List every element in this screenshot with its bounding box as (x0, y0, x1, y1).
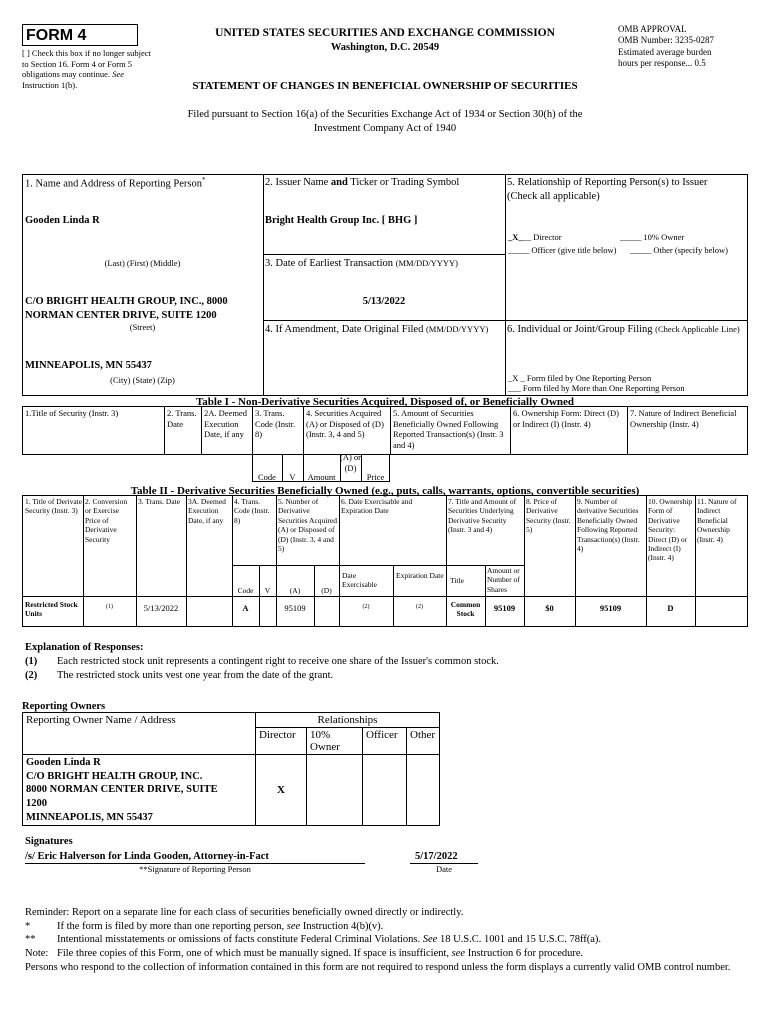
t2-col9: 9. Number of derivative Securities Beneficially Owned Following Reported Transaction(s) (Instr. 4) (577, 497, 640, 553)
divider (22, 596, 748, 597)
check-box-text: [ ] Check this box if no longer subject to Section 16. Form 4 or Form 5 obligations may continue. (22, 48, 151, 80)
t2-row-expiration: (2) (416, 604, 423, 610)
t2-col6: 6. Date Exercisable and Expiration Date (341, 497, 413, 516)
divider (263, 320, 748, 321)
t2-col7: 7. Title and Amount of Securities Underlying Derivative Security (Instr. 3 and 4) (448, 497, 517, 535)
box5-director: _X___ Director (508, 232, 562, 242)
t1-sub-aord: (A) or (D) (340, 452, 362, 473)
divider (252, 406, 253, 455)
t2-col1: 1. Title of Derivate Security (Instr. 3) (25, 497, 83, 516)
t1-col1: 1.Title of Security (Instr. 3) (25, 408, 119, 418)
divider (263, 254, 505, 255)
divider (164, 406, 165, 455)
divider (259, 565, 260, 627)
owners-col-other: Other (407, 728, 440, 755)
signer-caption: **Signature of Reporting Person (139, 864, 251, 874)
t1-col3: 3. Trans. Code (Instr. 8) (255, 408, 296, 440)
t2-row-title: Restricted Stock Units (25, 600, 78, 619)
divider (263, 174, 264, 396)
t1-sub-price: Price (366, 472, 385, 482)
owner-other-cell (407, 755, 440, 826)
box1-star: * (202, 176, 206, 184)
signatures-title: Signatures (25, 836, 73, 847)
check-box-see: See (112, 69, 124, 80)
t2-row-conversion: (1) (106, 604, 113, 610)
divider (510, 406, 511, 455)
t2-row-owned: 95109 (599, 603, 622, 613)
divider (201, 406, 202, 455)
box5-other: _____ Other (specify below) (630, 245, 728, 255)
divider (303, 406, 304, 455)
t2-sub-code: Code (237, 586, 254, 595)
t2-sub-exercisable: Date Exercisable (342, 571, 377, 590)
t2-col4: 4. Trans. Code (Instr. 8) (234, 497, 270, 525)
t2-col3: 3. Trans. Date (138, 497, 181, 506)
t1-col4: 4. Securities Acquired (A) or Disposed of (D) (Instr. 3, 4 and 5) (306, 408, 384, 440)
t2-row-form: D (667, 603, 674, 613)
t2-col10: 10. Ownership Form of Derivative Security: Direct (D) or Indirect (I) (Instr. 4) (648, 497, 693, 563)
divider (393, 565, 394, 627)
t2-col8: 8. Price of Derivative Security (Instr. 5) (526, 497, 571, 535)
box6-option1: _X _ Form filed by One Reporting Person (508, 373, 652, 383)
reporting-person-city: MINNEAPOLIS, MN 55437 (25, 360, 152, 371)
omb-approval: OMB APPROVAL (618, 24, 687, 34)
t1-col6: 6. Ownership Form: Direct (D) or Indirect (I) (Instr. 4) (513, 408, 619, 429)
box5-label: 5. Relationship of Reporting Person(s) to Issuer (Check all applicable) (507, 177, 708, 202)
box3-label: 3. Date of Earliest Transaction (MM/DD/YYYY) (265, 258, 458, 269)
table1-title: Table I - Non-Derivative Securities Acquired, Disposed of, or Beneficially Owned (195, 396, 575, 408)
reminder (25, 906, 750, 974)
reminder-line5: Persons who respond to the collection of information contained in this form are not required to respond unless the form displays a currently valid OMB control number. (25, 961, 731, 973)
divider (232, 565, 524, 566)
explanation-text-1: Each restricted stock unit represents a contingent right to receive one share of the Issuer's common stock. (57, 656, 499, 667)
owners-col-name: Reporting Owner Name / Address (23, 713, 256, 755)
t1-col5: 5. Amount of Securities Beneficially Owned Following Reported Transaction(s) (Instr. 3 and 4) (393, 408, 504, 450)
t2-row-code: A (242, 603, 249, 613)
box6-label: 6. Individual or Joint/Group Filing (Check Applicable Line) (507, 324, 740, 335)
t2-sub-v: V (264, 586, 271, 595)
city-caption: (City) (State) (Zip) (110, 375, 175, 385)
owners-col-director: Director (256, 728, 307, 755)
director-check: _X_ (508, 232, 523, 242)
explanation-num-1: (1) (25, 656, 38, 667)
omb-hours: hours per response... 0.5 (618, 57, 706, 68)
reminder-line1: Reminder: Report on a separate line for each class of securities beneficially owned directly or indirectly. (25, 907, 464, 918)
divider (314, 565, 315, 627)
form-title: FORM 4 (22, 24, 138, 46)
omb-number: OMB Number: 3235-0287 (618, 35, 714, 46)
t1-col2a: 2A. Deemed Execution Date, if any (204, 408, 247, 440)
owners-col-relationships: Relationships (256, 713, 440, 728)
reminder-line4: Note: File three copies of this Form, one of which must be manually signed. If space is insufficient, see Instruction 6 for procedure. (25, 947, 584, 959)
divider (695, 495, 696, 627)
signature-date: 5/17/2022 (415, 851, 458, 862)
t2-col2: 2. Conversion or Exercise Price of Derivative Security (85, 497, 128, 544)
statement-title: STATEMENT OF CHANGES IN BENEFICIAL OWNERSHIP OF SECURITIES (192, 80, 578, 92)
omb-burden: Estimated average burden (618, 46, 712, 57)
t1-sub-amount: Amount (307, 472, 336, 482)
box6-option2: ___ Form filed by More than One Reporting Person (508, 383, 685, 393)
reporting-person-street: C/O BRIGHT HEALTH GROUP, INC., 8000 NORMAN CENTER DRIVE, SUITE 1200 (25, 296, 228, 321)
filed-pursuant-line2: Investment Company Act of 1940 (313, 122, 457, 134)
owners-col-officer: Officer (363, 728, 407, 755)
reminder-line3: ** Intentional misstatements or omissions of facts constitute Federal Criminal Violations. See 18 U.S.C. 1001 and 15 U.S.C. 78ff(a). (25, 934, 602, 946)
t2-row-underlying-amount: 95109 (493, 603, 516, 613)
t2-row-exercisable: (2) (362, 604, 370, 610)
street-caption: (Street) (129, 322, 156, 332)
divider (390, 406, 391, 455)
t2-sub-title: Title (450, 576, 464, 585)
issuer-name: Bright Health Group Inc. [ BHG ] (265, 215, 418, 226)
box4-label: 4. If Amendment, Date Original Filed (MM/DD/YYYY) (265, 324, 489, 335)
box5-officer: _____ Officer (give title below) (508, 245, 617, 255)
t1-sub-v: V (289, 472, 296, 482)
owner-address: Gooden Linda R C/O BRIGHT HEALTH GROUP, INC. 8000 NORMAN CENTER DRIVE, SUITE 1200 MINNEAPOLIS, MN 55437 (23, 755, 256, 826)
table2-title: Table II - Derivative Securities Beneficially Owned (e.g., puts, calls, warrants, options, convertible securities) (130, 485, 640, 497)
t2-row-underlying-title: Common Stock (450, 600, 481, 619)
t2-col11: 11. Nature of Indirect Beneficial Ownership (Instr. 4) (697, 497, 737, 544)
divider (505, 174, 506, 396)
agency-name: UNITED STATES SECURITIES AND EXCHANGE COMMISSION (215, 27, 555, 39)
box2-label: 2. Issuer Name and Ticker or Trading Symbol (265, 177, 460, 188)
t1-sub-code: Code (258, 472, 276, 482)
t2-sub-a: (A) (289, 586, 301, 595)
explanation-text-2: The restricted stock units vest one year from the date of the grant. (57, 670, 334, 681)
check-box-instruction: Instruction 1(b). (22, 79, 78, 90)
t2-col3a: 3A. Deemed Execution Date, if any (188, 497, 226, 525)
box5-ten-pct: _____ 10% Owner (620, 232, 685, 242)
owners-table (22, 712, 440, 826)
t2-row-date: 5/13/2022 (143, 603, 179, 613)
owner-officer-cell (363, 755, 407, 826)
t1-col7: 7. Nature of Indirect Beneficial Ownership (Instr. 4) (630, 408, 737, 429)
owner-director-mark: X (256, 755, 307, 826)
box1-label: 1. Name and Address of Reporting Person* (25, 176, 206, 190)
t2-sub-expiration: Expiration Date (396, 571, 444, 580)
t2-sub-amount: Amount or Number of Shares (487, 566, 520, 594)
filed-pursuant-line1: Filed pursuant to Section 16(a) of the Securities Exchange Act of 1934 or Section 30(h) of the (187, 109, 583, 120)
date-caption: Date (435, 864, 453, 874)
divider (485, 565, 486, 627)
filed-pursuant (120, 108, 650, 135)
t2-row-amount-a: 95109 (284, 603, 306, 613)
agency-location: Washington, D.C. 20549 (330, 42, 440, 53)
owners-title: Reporting Owners (22, 701, 106, 712)
signer: /s/ Eric Halverson for Linda Gooden, Attorney-in-Fact (25, 851, 269, 862)
omb-box (618, 24, 758, 69)
divider (186, 495, 187, 627)
explanation-num-2: (2) (25, 670, 38, 681)
owner-ten-cell (307, 755, 363, 826)
owners-col-ten: 10% Owner (307, 728, 363, 755)
t2-sub-d: (D) (321, 586, 332, 595)
earliest-transaction-date: 5/13/2022 (362, 296, 406, 307)
t2-row-price: $0 (545, 603, 554, 613)
reporting-person-name: Gooden Linda R (25, 215, 100, 226)
t2-col5: 5. Number of Derivative Securities Acquired (A) or Disposed of (D) (Instr. 3, 4 and 5) (278, 497, 337, 553)
reminder-line2: * If the form is filed by more than one reporting person, see Instruction 4(b)(v). (25, 920, 384, 932)
check-box-notice (22, 48, 152, 91)
name-caption: (Last) (First) (Middle) (104, 258, 181, 268)
divider (627, 406, 628, 455)
explanation-title: Explanation of Responses: (25, 642, 144, 653)
t1-col2: 2. Trans. Date (167, 408, 197, 429)
